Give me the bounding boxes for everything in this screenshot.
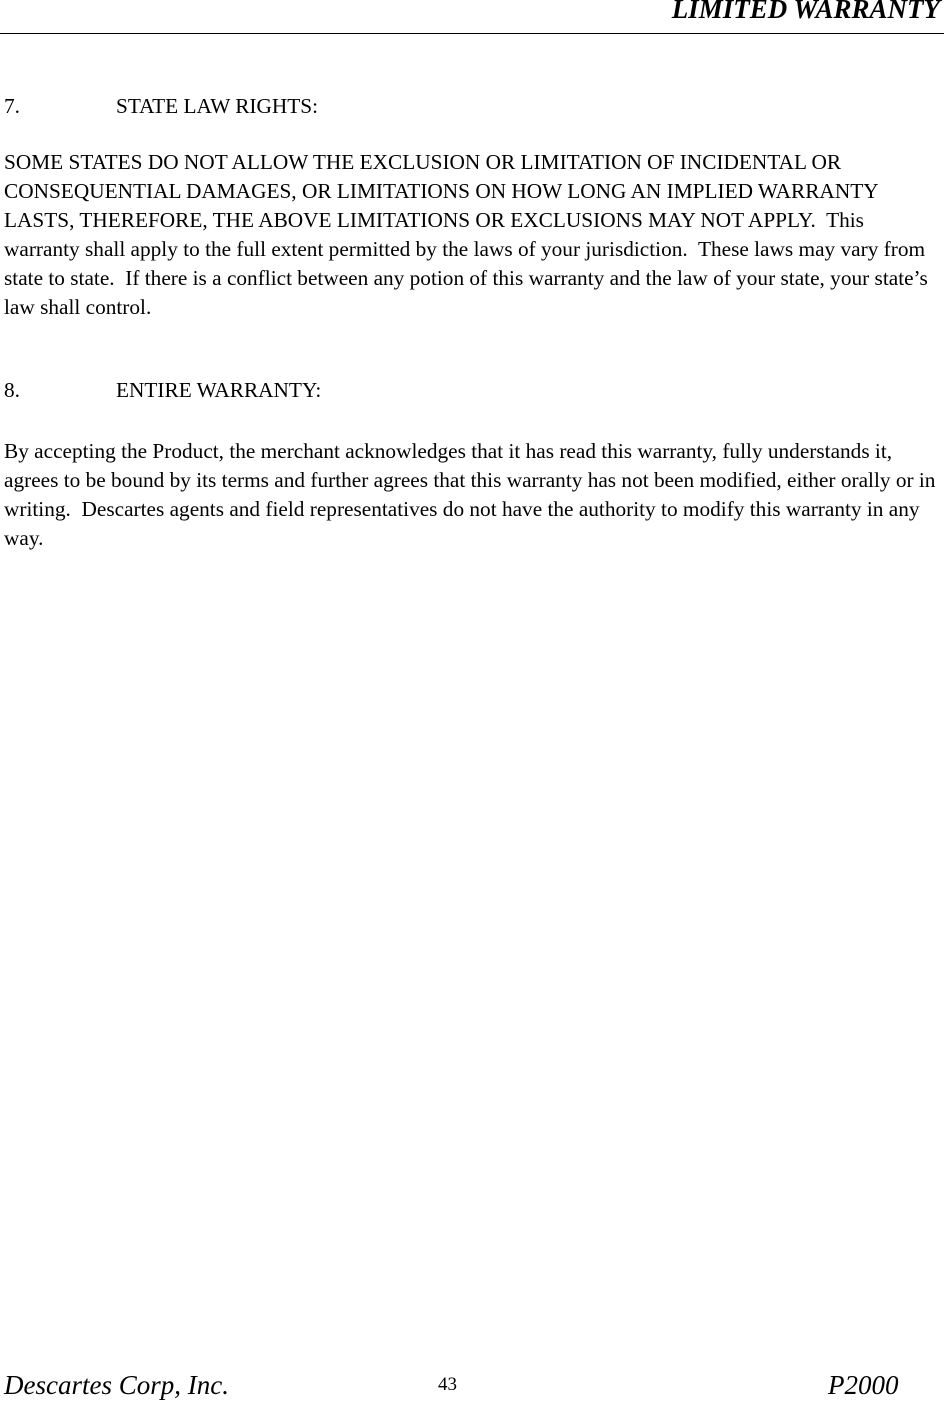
header-title: LIMITED WARRANTY [671, 0, 940, 24]
section-number: 7. [4, 94, 20, 118]
section-title: STATE LAW RIGHTS: [116, 94, 319, 118]
section-heading-8 [4, 378, 322, 403]
header-rule [0, 33, 944, 34]
section-body-7: SOME STATES DO NOT ALLOW THE EXCLUSION OR LIMITATION OF INCIDENTAL OR CONSEQUENTIAL DAMAGES, OR LIMITATIONS ON HOW LONG AN IMPLIED WARRANTY LASTS, THEREFORE, THE ABOVE LIMITATIONS OR EXCLUSIONS MAY NOT APPLY. This warranty shall apply to the full extent permitted by the laws of your jurisdiction. These laws may vary from state to state. If there is a conflict between any potion of this warranty and the law of your state, your state’s law shall control. [4, 150, 934, 319]
footer-product: P2000 [828, 1370, 899, 1400]
section-title: ENTIRE WARRANTY: [116, 378, 322, 402]
section-body-8: By accepting the Product, the merchant acknowledges that it has read this warranty, fully understands it, agrees to be bound by its terms and further agrees that this warranty has not been modified, either orally or in writing. Descartes agents and field representatives do not have the authority to modify this warranty in any way. [4, 439, 941, 550]
page-number: 43 [438, 1374, 457, 1395]
footer-company: Descartes Corp, Inc. [4, 1370, 229, 1400]
section-number: 8. [4, 378, 20, 402]
section-heading-7 [4, 94, 319, 119]
